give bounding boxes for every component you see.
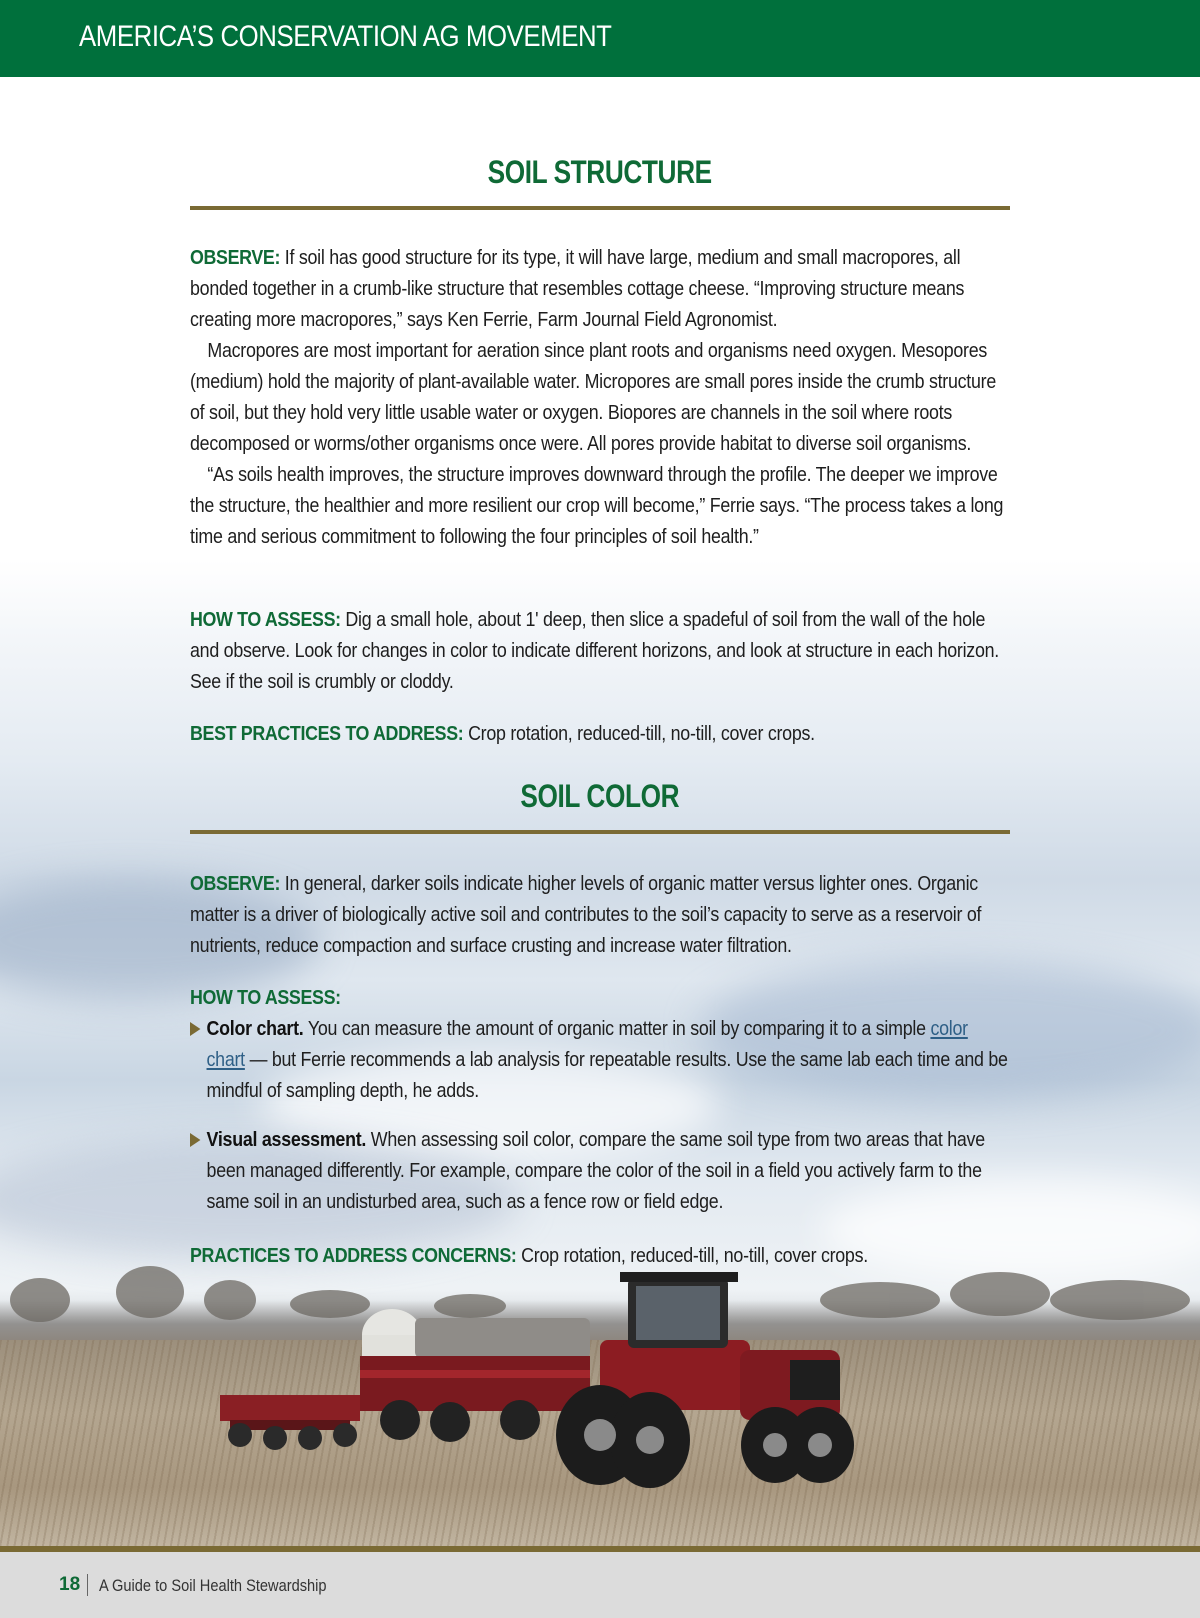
soil-color-practices <box>190 1240 1010 1271</box>
soil-structure-practices <box>190 718 1010 749</box>
bullet-text: — but Ferrie recommends a lab analysis for repeatable results. Use the same lab each time and be mindful of sampling depth, he adds. <box>206 1048 1008 1102</box>
how-to-assess-text: Dig a small hole, about 1' deep, then slice a spadeful of soil from the wall of the hole and observe. Look for changes in color to indicate different horizons, and look at structure in each horizon. See if the soil is crumbly or cloddy. <box>190 608 999 693</box>
soil-color-assess <box>190 982 1010 1217</box>
practices-label: PRACTICES TO ADDRESS CONCERNS: <box>190 1244 517 1267</box>
bullet-text: When assessing soil color, compare the same soil type from two areas that have been managed differently. For example, compare the color of the soil in a field you actively farm to the same soil in an undisturbed area, such as a fence row or field edge. <box>206 1128 985 1213</box>
triangle-bullet-icon <box>190 1022 200 1036</box>
header-bar <box>0 0 1200 77</box>
observe-text: If soil has good structure for its type, it will have large, medium and small macropores, all bonded together in a crumb-like structure that resembles cottage cheese. “Improving structure means creating more macropores,” says Ken Ferrie, Farm Journal Field Agronomist. <box>190 246 965 331</box>
best-practices-label: BEST PRACTICES TO ADDRESS: <box>190 722 464 745</box>
macropores-paragraph: Macropores are most important for aeration since plant roots and organisms need oxygen. Mesopores (medium) hold the majority of plant-available water. Micropores are small pores inside the crumb structure of soil, but they hold very little usable water or oxygen. Biopores are channels in the soil where roots decomposed or worms/other organisms once were. All pores provide habitat to diverse soil organisms. <box>190 339 996 455</box>
tractor-planter-illustration <box>0 1260 1200 1560</box>
practices-text: Crop rotation, reduced-till, no-till, cover crops. <box>516 1244 868 1267</box>
soil-structure-assess <box>190 604 1010 697</box>
list-item <box>190 1124 1010 1217</box>
soil-structure-observe <box>190 242 1010 552</box>
observe-text: In general, darker soils indicate higher levels of organic matter versus lighter ones. Organic matter is a driver of biologically active soil and contributes to the soil’s capacity to serve as a reservoir of nutrients, reduce compaction and surface crusting and increase water filtration. <box>190 872 982 957</box>
footer-bar <box>0 1546 1200 1618</box>
section-rule <box>190 830 1010 834</box>
section-rule <box>190 206 1010 210</box>
observe-label: OBSERVE: <box>190 872 281 895</box>
triangle-bullet-icon <box>190 1133 200 1147</box>
soil-color-observe <box>190 868 1010 961</box>
section-title-soil-structure: SOIL STRUCTURE <box>487 154 713 190</box>
bullet-title: Color chart. <box>206 1017 304 1040</box>
bullet-text: You can measure the amount of organic matter in soil by comparing it to a simple <box>303 1017 931 1040</box>
list-item <box>190 1013 1010 1106</box>
page-number: 18 <box>59 1574 81 1595</box>
ferrie-quote-paragraph: “As soils health improves, the structure improves downward through the profile. The deeper we improve the structure, the healthier and more resilient our crop will become,” Ferrie says. “The process takes a long time and serious commitment to following the four principles of soil health.” <box>190 463 1004 548</box>
best-practices-text: Crop rotation, reduced-till, no-till, cover crops. <box>463 722 815 745</box>
how-to-assess-label: HOW TO ASSESS: <box>190 608 341 631</box>
how-to-assess-label: HOW TO ASSESS: <box>190 986 341 1009</box>
section-title-soil-color: SOIL COLOR <box>520 778 680 814</box>
footer-divider <box>87 1574 88 1596</box>
observe-label: OBSERVE: <box>190 246 281 269</box>
header-title: AMERICA’S CONSERVATION AG MOVEMENT <box>79 20 612 53</box>
color-chart-link[interactable]: color chart <box>206 1017 968 1071</box>
bullet-title: Visual assessment. <box>206 1128 367 1151</box>
publication-title: A Guide to Soil Health Stewardship <box>99 1576 327 1595</box>
